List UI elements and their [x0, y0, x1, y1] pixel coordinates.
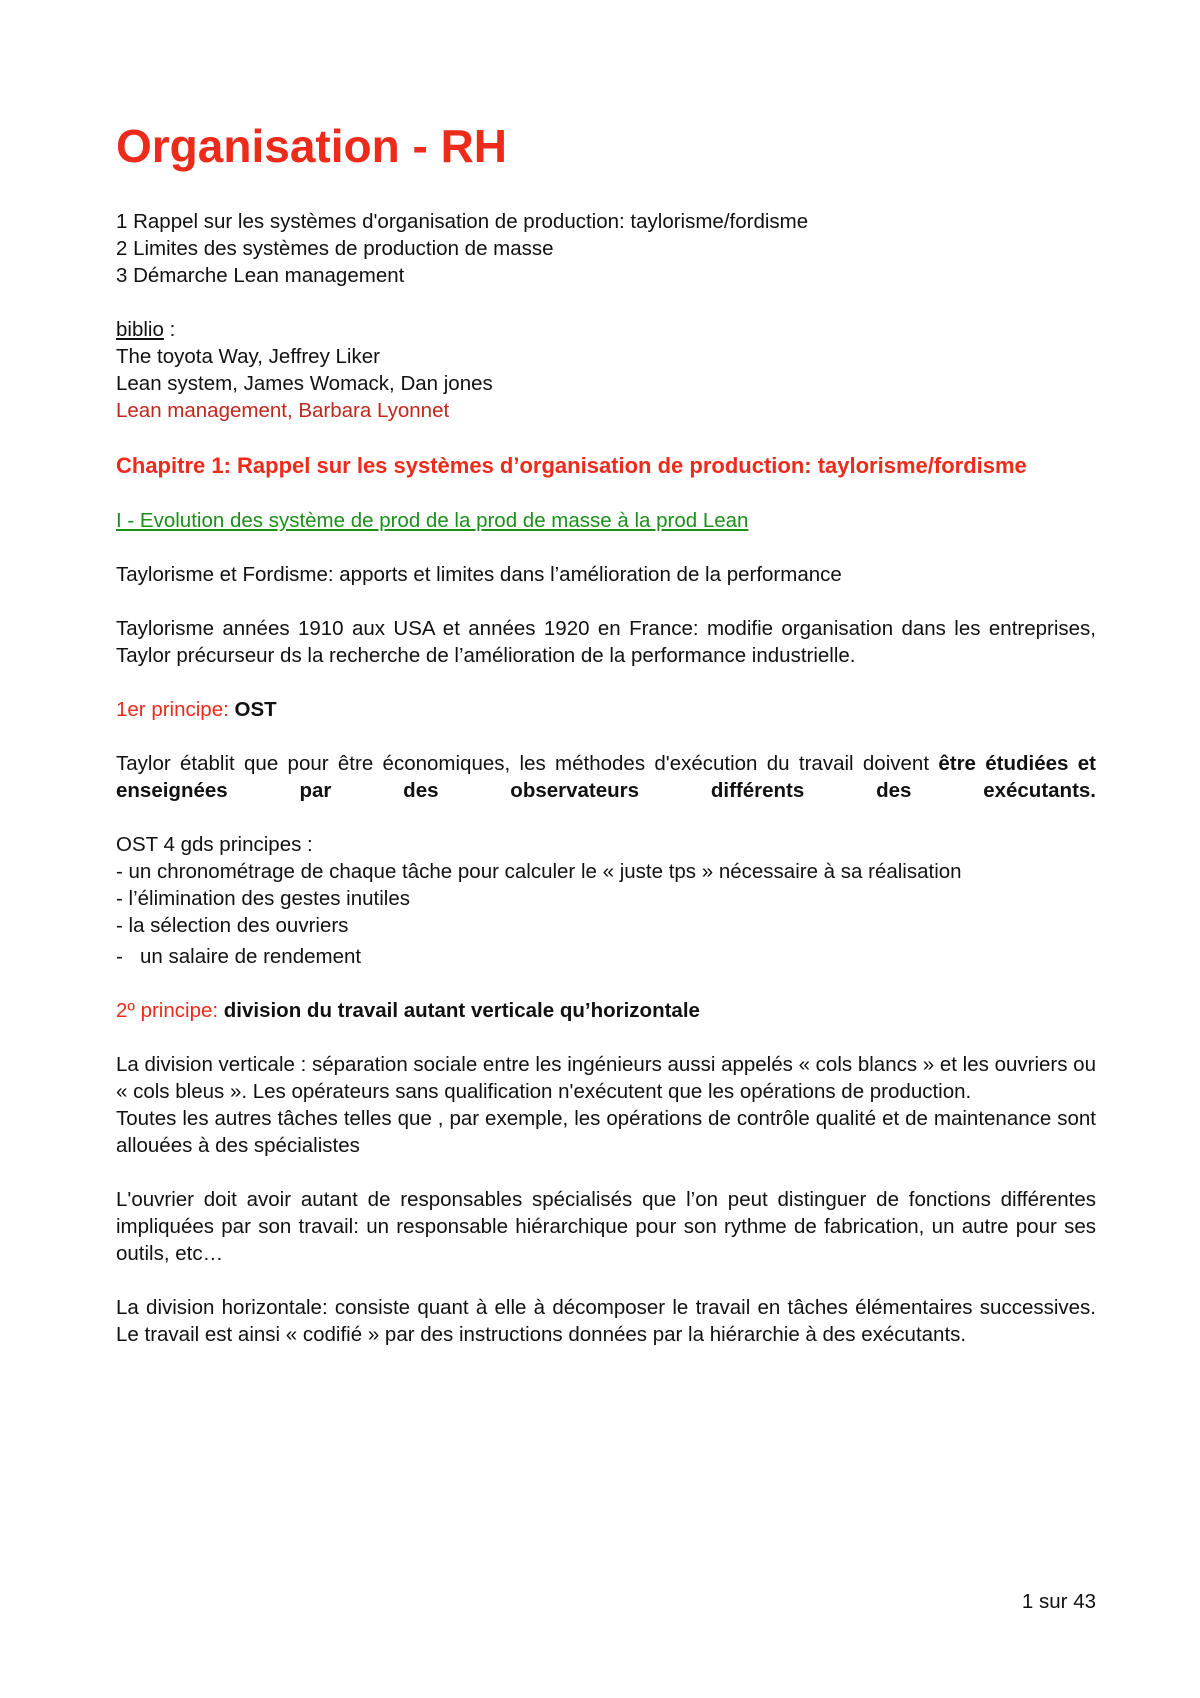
document-title: Organisation - RH: [116, 120, 508, 172]
paragraph-ouvrier: L'ouvrier doit avoir autant de responsables spécialisés que l’on peut distinguer de fonctions différentes impliquées par son travail: un responsable hiérarchique pour son rythme de fabrication, un autre pour ses outils, etc…: [116, 1188, 1096, 1265]
chapter-heading: Chapitre 1: Rappel sur les systèmes d’organisation de production: taylorisme/fordisme: [116, 453, 1027, 478]
paragraph-taylorisme: Taylorisme années 1910 aux USA et années 1920 en France: modifie organisation dans les entreprises, Taylor précurseur ds la recherche de l’amélioration de la performance industrielle.: [116, 617, 1096, 667]
list-dash: -: [116, 945, 123, 968]
bibliography: [116, 316, 1096, 424]
list-item: - la sélection des ouvriers: [116, 914, 349, 937]
principle-1-value: OST: [234, 698, 277, 721]
page-indicator: 1 sur 43: [1021, 1590, 1096, 1613]
outline-item: 1 Rappel sur les systèmes d'organisation de production: taylorisme/fordisme: [116, 210, 809, 233]
biblio-item: The toyota Way, Jeffrey Liker: [116, 345, 380, 368]
principle-1-label: 1er principe:: [116, 698, 235, 721]
paragraph-taylor-bold: être étudiées et enseignées par des observateurs différents des exécutants.: [116, 752, 1096, 802]
paragraph-taylor-plain: Taylor établit que pour être économiques, les méthodes d'exécution du travail doivent: [116, 752, 939, 775]
paragraph-verticale-1: La division verticale : séparation sociale entre les ingénieurs aussi appelés « cols blancs » et les ouvriers ou « cols bleus ». Les opérateurs sans qualification n'exécutent que les opérations de production.: [116, 1053, 1096, 1103]
biblio-item: Lean system, James Womack, Dan jones: [116, 372, 493, 395]
principle-1: [116, 696, 1096, 723]
list-item: - un chronométrage de chaque tâche pour calculer le « juste tps » nécessaire à sa réalisation: [116, 860, 962, 883]
paragraph-intro: Taylorisme et Fordisme: apports et limites dans l’amélioration de la performance: [116, 563, 842, 586]
ost-list: [116, 831, 1096, 970]
biblio-label: biblio: [116, 318, 164, 341]
principle-2: [116, 997, 1096, 1024]
biblio-heading: [116, 316, 1096, 343]
outline-item: 2 Limites des systèmes de production de masse: [116, 237, 554, 260]
list-item: - l’élimination des gestes inutiles: [116, 887, 410, 910]
biblio-colon: :: [163, 318, 176, 341]
biblio-item-highlighted: Lean management, Barbara Lyonnet: [116, 399, 450, 422]
principle-2-value: division du travail autant verticale qu’horizontale: [223, 999, 700, 1022]
outline-item: 3 Démarche Lean management: [116, 264, 405, 287]
paragraph-taylor: [116, 750, 1096, 804]
section-link[interactable]: I - Evolution des système de prod de la prod de masse à la prod Lean: [116, 509, 749, 532]
ost-heading: OST 4 gds principes :: [116, 833, 313, 856]
outline: [116, 208, 1096, 289]
paragraph-verticale-2: Toutes les autres tâches telles que , par exemple, les opérations de contrôle qualité et de maintenance sont allouées à des spécialistes: [116, 1107, 1096, 1157]
list-item-text: un salaire de rendement: [140, 945, 362, 968]
principle-2-label: 2º principe:: [116, 999, 224, 1022]
paragraph-horizontale: La division horizontale: consiste quant à elle à décomposer le travail en tâches élémentaires successives. Le travail est ainsi « codifié » par des instructions données par la hiérarchie à des exécutants.: [116, 1296, 1096, 1346]
page-content: [116, 118, 1096, 1348]
list-item: [116, 943, 1096, 970]
